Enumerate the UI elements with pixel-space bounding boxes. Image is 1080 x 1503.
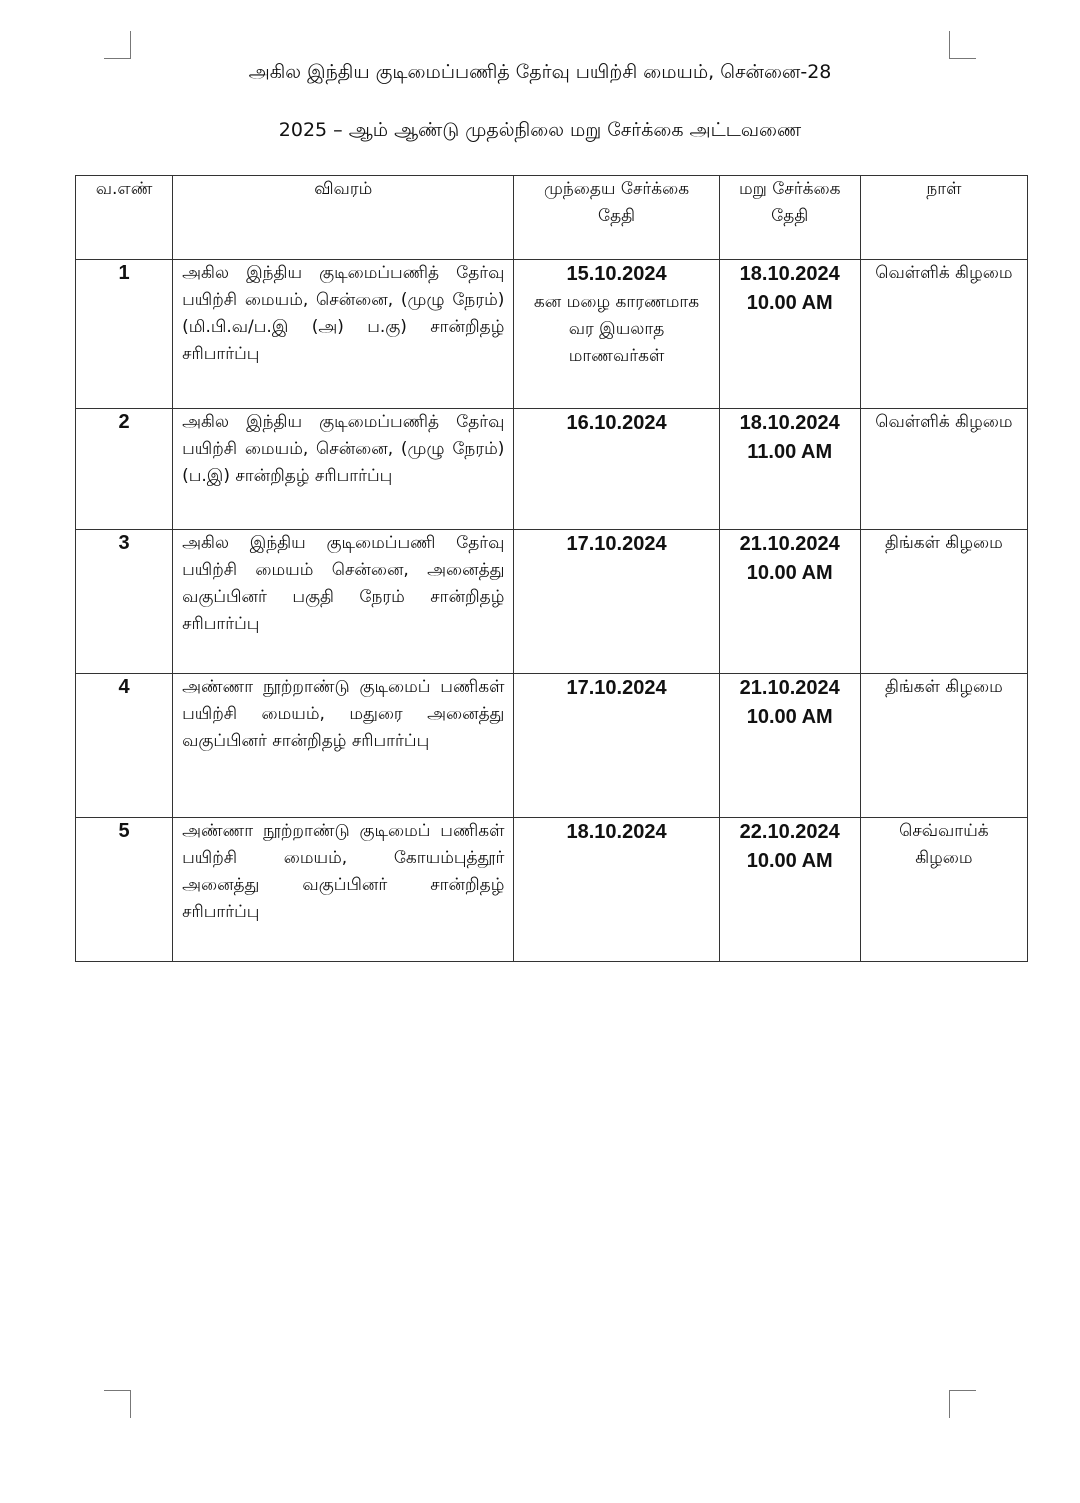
cell-day: வெள்ளிக் கிழமை: [860, 260, 1027, 409]
cell-serial-number: 2: [76, 409, 173, 530]
crop-mark-top-right: [949, 31, 976, 59]
cell-readmission-date: [719, 674, 860, 818]
header-day: நாள்: [860, 176, 1027, 260]
previous-date-note: கன மழை காரணமாக வர இயலாத மாணவர்கள்: [533, 292, 700, 366]
admission-schedule-table: [75, 175, 1028, 962]
readmission-date-value: 18.10.2024: [739, 263, 840, 285]
cell-description: அகில இந்திய குடிமைப்பணி தேர்வு பயிற்சி மையம் சென்னை, அனைத்து வகுப்பினர் பகுதி நேரம் சான்றிதழ் சரிபார்ப்பு: [173, 530, 514, 674]
previous-date-value: 17.10.2024: [566, 533, 667, 555]
previous-date-value: 17.10.2024: [566, 677, 667, 699]
readmission-time-value: 11.00 AM: [747, 441, 833, 463]
readmission-date-value: 21.10.2024: [739, 677, 840, 699]
crop-mark-bottom-right: [949, 1390, 976, 1418]
readmission-time-value: 10.00 AM: [746, 292, 833, 314]
cell-day: வெள்ளிக் கிழமை: [860, 409, 1027, 530]
cell-previous-date: [514, 674, 719, 818]
table-row: [76, 674, 1028, 818]
cell-serial-number: 3: [76, 530, 173, 674]
cell-serial-number: 5: [76, 818, 173, 962]
cell-previous-date: [514, 260, 719, 409]
readmission-time-value: 10.00 AM: [746, 706, 833, 728]
previous-date-value: 18.10.2024: [566, 821, 667, 843]
crop-mark-bottom-left: [104, 1390, 131, 1418]
cell-previous-date: [514, 818, 719, 962]
cell-serial-number: 4: [76, 674, 173, 818]
readmission-date-value: 18.10.2024: [739, 412, 840, 434]
header-serial-number: வ.எண்: [76, 176, 173, 260]
table-row: [76, 260, 1028, 409]
cell-description: அண்ணா நூற்றாண்டு குடிமைப் பணிகள் பயிற்சி மையம், மதுரை அனைத்து வகுப்பினர் சான்றிதழ் சரிபார்ப்பு: [173, 674, 514, 818]
cell-previous-date: [514, 530, 719, 674]
previous-date-value: 16.10.2024: [566, 412, 667, 434]
cell-day: திங்கள் கிழமை: [860, 530, 1027, 674]
readmission-time-value: 10.00 AM: [746, 850, 833, 872]
header-description: விவரம்: [173, 176, 514, 260]
cell-day: திங்கள் கிழமை: [860, 674, 1027, 818]
cell-description: அண்ணா நூற்றாண்டு குடிமைப் பணிகள் பயிற்சி மையம், கோயம்புத்தூர் அனைத்து வகுப்பினர் சான்றிதழ் சரிபார்ப்பு: [173, 818, 514, 962]
document-title: அகில இந்திய குடிமைப்பணித் தேர்வு பயிற்சி மையம், சென்னை-28: [248, 61, 832, 83]
readmission-date-value: 21.10.2024: [739, 533, 840, 555]
document-subtitle: 2025 – ஆம் ஆண்டு முதல்நிலை மறு சேர்க்கை அட்டவணை: [278, 119, 802, 141]
header-previous-date: முந்தைய சேர்க்கை தேதி: [514, 176, 719, 260]
table-row: [76, 818, 1028, 962]
previous-date-value: 15.10.2024: [566, 263, 667, 285]
header-readmission-date: மறு சேர்க்கை தேதி: [719, 176, 860, 260]
cell-day: செவ்வாய்க் கிழமை: [860, 818, 1027, 962]
readmission-date-value: 22.10.2024: [739, 821, 840, 843]
cell-readmission-date: [719, 260, 860, 409]
cell-previous-date: [514, 409, 719, 530]
table-row: [76, 409, 1028, 530]
cell-readmission-date: [719, 530, 860, 674]
readmission-time-value: 10.00 AM: [746, 562, 833, 584]
cell-serial-number: 1: [76, 260, 173, 409]
cell-description: அகில இந்திய குடிமைப்பணித் தேர்வு பயிற்சி மையம், சென்னை, (முழு நேரம்) (மி.பி.வ/ப.இ (அ) ப.கு) சான்றிதழ் சரிபார்ப்பு: [173, 260, 514, 409]
cell-description: அகில இந்திய குடிமைப்பணித் தேர்வு பயிற்சி மையம், சென்னை, (முழு நேரம்) (ப.இ) சான்றிதழ் சரிபார்ப்பு: [173, 409, 514, 530]
cell-readmission-date: [719, 409, 860, 530]
cell-readmission-date: [719, 818, 860, 962]
table-row: [76, 530, 1028, 674]
table-header-row: [76, 176, 1028, 260]
crop-mark-top-left: [104, 31, 131, 59]
